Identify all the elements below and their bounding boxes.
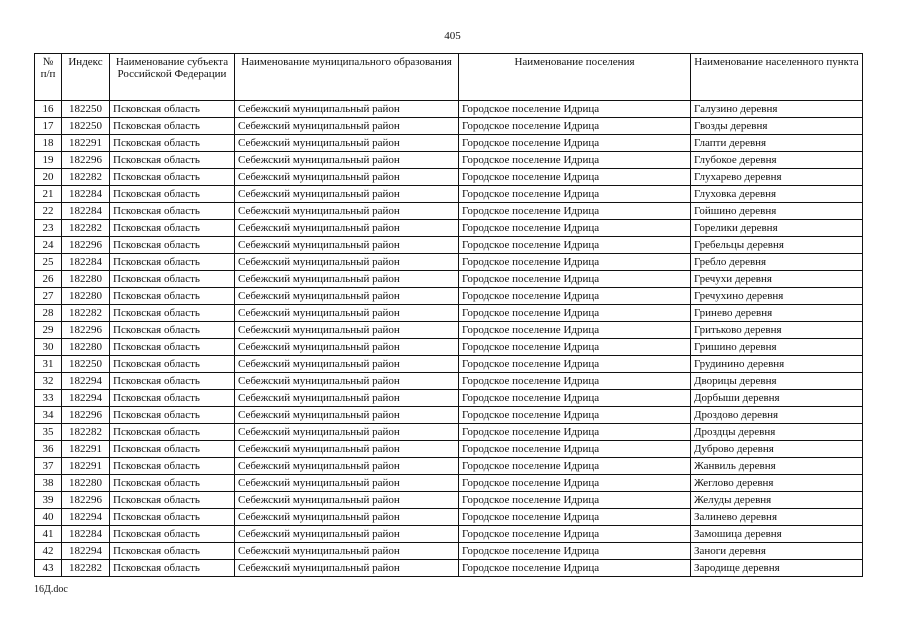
subject-name-cell: Псковская область [110,101,235,118]
locality-name-cell: Глубокое деревня [691,152,863,169]
settlement-name-cell: Городское поселение Идрица [459,543,691,560]
subject-name-cell: Псковская область [110,288,235,305]
subject-name-cell: Псковская область [110,135,235,152]
table-row [35,203,863,220]
table-row [35,407,863,424]
postal-index-cell: 182294 [62,543,110,560]
subject-name-cell: Псковская область [110,220,235,237]
postal-index-cell: 182284 [62,526,110,543]
table-row [35,305,863,322]
table-row [35,373,863,390]
table-row [35,424,863,441]
settlement-name-cell: Городское поселение Идрица [459,560,691,577]
row-number-cell: 41 [35,526,62,543]
locality-name-cell: Замошица деревня [691,526,863,543]
row-number-cell: 32 [35,373,62,390]
settlements-table [34,53,863,577]
file-name-label: 16Д.doc [34,584,68,595]
row-number-cell: 17 [35,118,62,135]
header-index: Индекс [62,54,110,101]
settlement-name-cell: Городское поселение Идрица [459,118,691,135]
settlement-name-cell: Городское поселение Идрица [459,322,691,339]
settlement-name-cell: Городское поселение Идрица [459,186,691,203]
postal-index-cell: 182296 [62,237,110,254]
settlement-name-cell: Городское поселение Идрица [459,441,691,458]
postal-index-cell: 182282 [62,305,110,322]
locality-name-cell: Дроздцы деревня [691,424,863,441]
locality-name-cell: Гойшино деревня [691,203,863,220]
postal-index-cell: 182294 [62,373,110,390]
settlement-name-cell: Городское поселение Идрица [459,254,691,271]
municipality-name-cell: Себежский муниципальный район [235,288,459,305]
table-row [35,475,863,492]
municipality-name-cell: Себежский муниципальный район [235,169,459,186]
row-number-cell: 31 [35,356,62,373]
municipality-name-cell: Себежский муниципальный район [235,152,459,169]
table-row [35,526,863,543]
row-number-cell: 16 [35,101,62,118]
header-num: № п/п [35,54,62,101]
municipality-name-cell: Себежский муниципальный район [235,475,459,492]
postal-index-cell: 182282 [62,169,110,186]
locality-name-cell: Дуброво деревня [691,441,863,458]
row-number-cell: 22 [35,203,62,220]
municipality-name-cell: Себежский муниципальный район [235,407,459,424]
municipality-name-cell: Себежский муниципальный район [235,220,459,237]
settlement-name-cell: Городское поселение Идрица [459,492,691,509]
municipality-name-cell: Себежский муниципальный район [235,526,459,543]
subject-name-cell: Псковская область [110,441,235,458]
municipality-name-cell: Себежский муниципальный район [235,339,459,356]
locality-name-cell: Гришино деревня [691,339,863,356]
locality-name-cell: Галузино деревня [691,101,863,118]
header-municipality: Наименование муниципального образования [235,54,459,101]
subject-name-cell: Псковская область [110,492,235,509]
row-number-cell: 30 [35,339,62,356]
postal-index-cell: 182291 [62,441,110,458]
subject-name-cell: Псковская область [110,152,235,169]
postal-index-cell: 182284 [62,186,110,203]
subject-name-cell: Псковская область [110,203,235,220]
postal-index-cell: 182280 [62,271,110,288]
settlement-name-cell: Городское поселение Идрица [459,424,691,441]
page-number: 405 [444,30,461,42]
table-row [35,220,863,237]
row-number-cell: 37 [35,458,62,475]
subject-name-cell: Псковская область [110,390,235,407]
locality-name-cell: Дроздово деревня [691,407,863,424]
postal-index-cell: 182280 [62,339,110,356]
municipality-name-cell: Себежский муниципальный район [235,186,459,203]
subject-name-cell: Псковская область [110,475,235,492]
postal-index-cell: 182250 [62,356,110,373]
postal-index-cell: 182296 [62,407,110,424]
postal-index-cell: 182294 [62,390,110,407]
table-row [35,152,863,169]
locality-name-cell: Гвозды деревня [691,118,863,135]
municipality-name-cell: Себежский муниципальный район [235,135,459,152]
postal-index-cell: 182280 [62,288,110,305]
table-row [35,254,863,271]
settlement-name-cell: Городское поселение Идрица [459,152,691,169]
locality-name-cell: Дворицы деревня [691,373,863,390]
locality-name-cell: Жанвиль деревня [691,458,863,475]
table-row [35,288,863,305]
row-number-cell: 29 [35,322,62,339]
postal-index-cell: 182250 [62,118,110,135]
municipality-name-cell: Себежский муниципальный район [235,254,459,271]
subject-name-cell: Псковская область [110,271,235,288]
row-number-cell: 43 [35,560,62,577]
table-row [35,169,863,186]
table-row [35,560,863,577]
postal-index-cell: 182284 [62,203,110,220]
header-settlement: Наименование поселения [459,54,691,101]
table-row [35,509,863,526]
locality-name-cell: Зародище деревня [691,560,863,577]
postal-index-cell: 182296 [62,152,110,169]
settlement-name-cell: Городское поселение Идрица [459,237,691,254]
settlement-name-cell: Городское поселение Идрица [459,407,691,424]
locality-name-cell: Жеглово деревня [691,475,863,492]
locality-name-cell: Заноги деревня [691,543,863,560]
row-number-cell: 27 [35,288,62,305]
subject-name-cell: Псковская область [110,458,235,475]
table-row [35,441,863,458]
municipality-name-cell: Себежский муниципальный район [235,543,459,560]
postal-index-cell: 182296 [62,322,110,339]
municipality-name-cell: Себежский муниципальный район [235,237,459,254]
settlement-name-cell: Городское поселение Идрица [459,220,691,237]
municipality-name-cell: Себежский муниципальный район [235,441,459,458]
locality-name-cell: Залинево деревня [691,509,863,526]
locality-name-cell: Гринево деревня [691,305,863,322]
locality-name-cell: Глуховка деревня [691,186,863,203]
municipality-name-cell: Себежский муниципальный район [235,356,459,373]
table-row [35,322,863,339]
settlement-name-cell: Городское поселение Идрица [459,509,691,526]
settlement-name-cell: Городское поселение Идрица [459,373,691,390]
row-number-cell: 28 [35,305,62,322]
header-subject: Наименование субъекта Российской Федерации [110,54,235,101]
subject-name-cell: Псковская область [110,305,235,322]
settlement-name-cell: Городское поселение Идрица [459,101,691,118]
table-row [35,458,863,475]
postal-index-cell: 182291 [62,458,110,475]
subject-name-cell: Псковская область [110,118,235,135]
row-number-cell: 40 [35,509,62,526]
locality-name-cell: Желуды деревня [691,492,863,509]
postal-index-cell: 182282 [62,560,110,577]
settlement-name-cell: Городское поселение Идрица [459,356,691,373]
settlement-name-cell: Городское поселение Идрица [459,475,691,492]
postal-index-cell: 182294 [62,509,110,526]
municipality-name-cell: Себежский муниципальный район [235,390,459,407]
subject-name-cell: Псковская область [110,356,235,373]
municipality-name-cell: Себежский муниципальный район [235,322,459,339]
table-row [35,390,863,407]
subject-name-cell: Псковская область [110,169,235,186]
table-row [35,271,863,288]
subject-name-cell: Псковская область [110,237,235,254]
subject-name-cell: Псковская область [110,407,235,424]
row-number-cell: 19 [35,152,62,169]
table-row [35,356,863,373]
row-number-cell: 39 [35,492,62,509]
row-number-cell: 23 [35,220,62,237]
municipality-name-cell: Себежский муниципальный район [235,509,459,526]
table-row [35,492,863,509]
row-number-cell: 18 [35,135,62,152]
postal-index-cell: 182296 [62,492,110,509]
table-row [35,543,863,560]
subject-name-cell: Псковская область [110,560,235,577]
municipality-name-cell: Себежский муниципальный район [235,492,459,509]
settlement-name-cell: Городское поселение Идрица [459,169,691,186]
postal-index-cell: 182282 [62,220,110,237]
table-row [35,135,863,152]
row-number-cell: 33 [35,390,62,407]
row-number-cell: 25 [35,254,62,271]
settlement-name-cell: Городское поселение Идрица [459,458,691,475]
row-number-cell: 21 [35,186,62,203]
settlement-name-cell: Городское поселение Идрица [459,271,691,288]
locality-name-cell: Глапти деревня [691,135,863,152]
settlement-name-cell: Городское поселение Идрица [459,339,691,356]
table-row [35,339,863,356]
municipality-name-cell: Себежский муниципальный район [235,424,459,441]
settlement-name-cell: Городское поселение Идрица [459,390,691,407]
row-number-cell: 38 [35,475,62,492]
locality-name-cell: Грудинино деревня [691,356,863,373]
municipality-name-cell: Себежский муниципальный район [235,203,459,220]
postal-index-cell: 182280 [62,475,110,492]
municipality-name-cell: Себежский муниципальный район [235,373,459,390]
row-number-cell: 20 [35,169,62,186]
locality-name-cell: Глухарево деревня [691,169,863,186]
settlement-name-cell: Городское поселение Идрица [459,288,691,305]
locality-name-cell: Гречухи деревня [691,271,863,288]
row-number-cell: 34 [35,407,62,424]
subject-name-cell: Псковская область [110,322,235,339]
row-number-cell: 35 [35,424,62,441]
row-number-cell: 42 [35,543,62,560]
locality-name-cell: Гребло деревня [691,254,863,271]
table-row [35,101,863,118]
settlement-name-cell: Городское поселение Идрица [459,526,691,543]
subject-name-cell: Псковская область [110,186,235,203]
table-row [35,186,863,203]
postal-index-cell: 182250 [62,101,110,118]
locality-name-cell: Гритьково деревня [691,322,863,339]
settlement-name-cell: Городское поселение Идрица [459,305,691,322]
subject-name-cell: Псковская область [110,254,235,271]
settlement-name-cell: Городское поселение Идрица [459,203,691,220]
table-row [35,118,863,135]
row-number-cell: 26 [35,271,62,288]
locality-name-cell: Гречухино деревня [691,288,863,305]
row-number-cell: 36 [35,441,62,458]
municipality-name-cell: Себежский муниципальный район [235,118,459,135]
locality-name-cell: Дорбыши деревня [691,390,863,407]
postal-index-cell: 182284 [62,254,110,271]
municipality-name-cell: Себежский муниципальный район [235,305,459,322]
municipality-name-cell: Себежский муниципальный район [235,458,459,475]
municipality-name-cell: Себежский муниципальный район [235,101,459,118]
municipality-name-cell: Себежский муниципальный район [235,560,459,577]
table-header-row [35,54,863,101]
postal-index-cell: 182282 [62,424,110,441]
subject-name-cell: Псковская область [110,543,235,560]
table-row [35,237,863,254]
header-locality: Наименование населенного пункта [691,54,863,101]
locality-name-cell: Горелики деревня [691,220,863,237]
locality-name-cell: Гребельцы деревня [691,237,863,254]
subject-name-cell: Псковская область [110,339,235,356]
municipality-name-cell: Себежский муниципальный район [235,271,459,288]
subject-name-cell: Псковская область [110,373,235,390]
subject-name-cell: Псковская область [110,424,235,441]
subject-name-cell: Псковская область [110,526,235,543]
settlement-name-cell: Городское поселение Идрица [459,135,691,152]
postal-index-cell: 182291 [62,135,110,152]
row-number-cell: 24 [35,237,62,254]
subject-name-cell: Псковская область [110,509,235,526]
